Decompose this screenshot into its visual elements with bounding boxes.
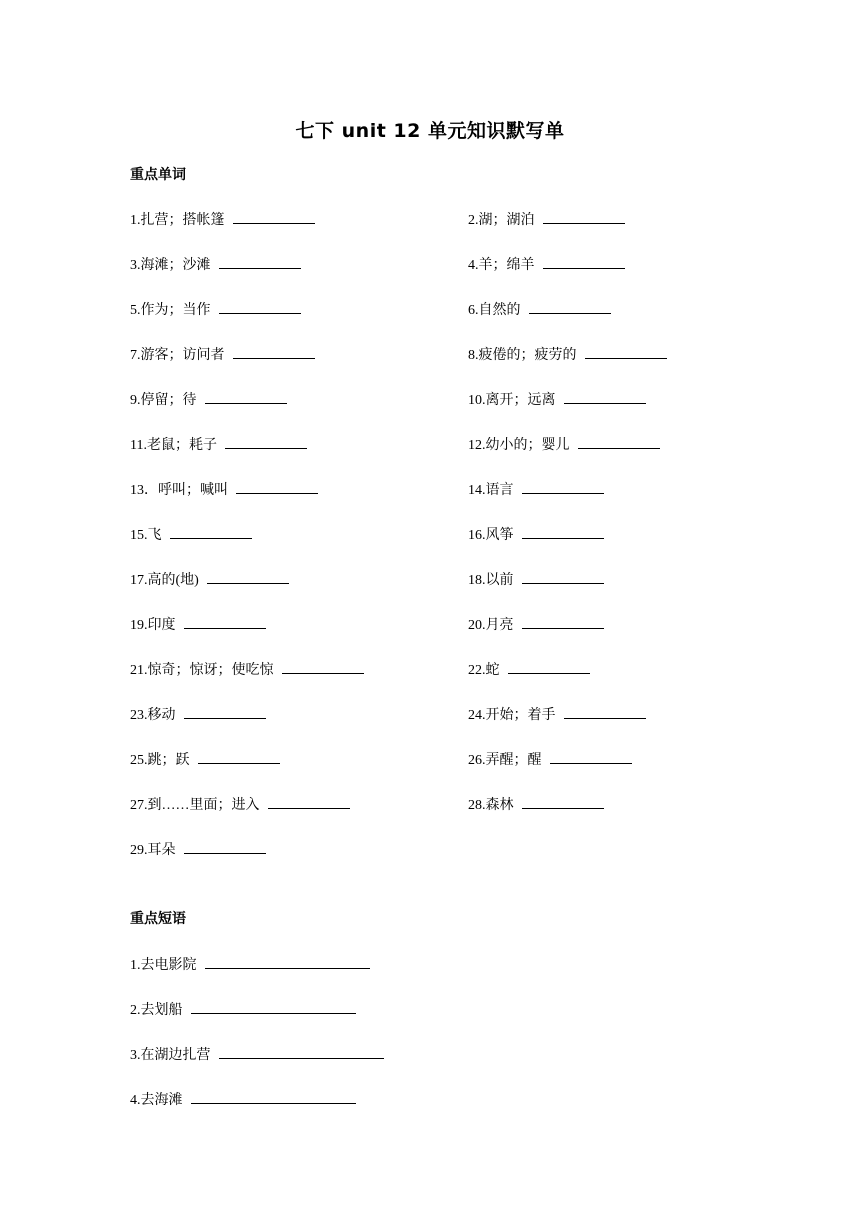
answer-blank[interactable]: [236, 479, 318, 494]
vocab-row: [130, 794, 750, 839]
answer-blank[interactable]: [564, 389, 646, 404]
vocab-item: 25.跳；跃: [130, 749, 280, 769]
vocab-item: 9.停留；待: [130, 389, 287, 409]
answer-blank[interactable]: [170, 524, 252, 539]
vocab-item: 24.开始；着手: [468, 704, 646, 724]
answer-blank[interactable]: [564, 704, 646, 719]
phrase-item: 4.去海滩: [130, 1089, 384, 1134]
vocab-row: [130, 209, 750, 254]
vocab-item: 28.森林: [468, 794, 604, 814]
vocab-item: 4.羊；绵羊: [468, 254, 625, 274]
vocab-item: 29.耳朵: [130, 839, 266, 859]
vocab-item: 8.疲倦的；疲劳的: [468, 344, 667, 364]
answer-blank[interactable]: [543, 209, 625, 224]
answer-blank[interactable]: [522, 569, 604, 584]
section-heading-words: 重点单词: [130, 167, 186, 183]
answer-blank[interactable]: [543, 254, 625, 269]
vocab-item: 5.作为；当作: [130, 299, 301, 319]
vocab-item: 27.到……里面；进入: [130, 794, 350, 814]
vocab-item: 15.飞: [130, 524, 252, 544]
answer-blank[interactable]: [233, 344, 315, 359]
vocab-row: [130, 299, 750, 344]
vocab-item: 2.湖；湖泊: [468, 209, 625, 229]
vocab-row: [130, 569, 750, 614]
answer-blank[interactable]: [268, 794, 350, 809]
answer-blank[interactable]: [198, 749, 280, 764]
vocab-row: [130, 659, 750, 704]
answer-blank[interactable]: [585, 344, 667, 359]
vocab-item: 7.游客；访问者: [130, 344, 315, 364]
phrase-item: 1.去电影院: [130, 954, 384, 999]
page-title: 七下 unit 12 单元知识默写单: [295, 120, 565, 142]
answer-blank[interactable]: [219, 254, 301, 269]
vocab-item: 3.海滩；沙滩: [130, 254, 301, 274]
vocab-row: [130, 479, 750, 524]
answer-blank[interactable]: [522, 614, 604, 629]
vocab-row: [130, 389, 750, 434]
vocab-item: 1.扎营；搭帐篷: [130, 209, 315, 229]
vocab-row: [130, 254, 750, 299]
vocab-item: 19.印度: [130, 614, 266, 634]
vocab-item: 12.幼小的；婴儿: [468, 434, 660, 454]
answer-blank[interactable]: [508, 659, 590, 674]
answer-blank[interactable]: [522, 794, 604, 809]
answer-blank[interactable]: [282, 659, 364, 674]
answer-blank[interactable]: [522, 479, 604, 494]
vocab-item: 16.风筝: [468, 524, 604, 544]
vocab-item: 17.高的(地): [130, 569, 289, 589]
vocab-row: [130, 524, 750, 569]
vocab-item: 13．呼叫；喊叫: [130, 479, 318, 499]
vocab-row: [130, 344, 750, 389]
vocab-row: [130, 434, 750, 479]
vocab-item: 6.自然的: [468, 299, 611, 319]
answer-blank[interactable]: [225, 434, 307, 449]
answer-blank[interactable]: [191, 1089, 356, 1104]
vocab-item: 23.移动: [130, 704, 266, 724]
answer-blank[interactable]: [219, 299, 301, 314]
section-heading-phrases: 重点短语: [130, 911, 186, 927]
vocab-item: 14.语言: [468, 479, 604, 499]
phrase-list: [130, 954, 384, 1134]
answer-blank[interactable]: [191, 999, 356, 1014]
vocab-row: [130, 614, 750, 659]
vocab-row: [130, 749, 750, 794]
vocab-item: 11.老鼠；耗子: [130, 434, 307, 454]
vocab-row: [130, 839, 750, 884]
answer-blank[interactable]: [184, 839, 266, 854]
vocab-grid: [130, 209, 750, 884]
vocab-item: 18.以前: [468, 569, 604, 589]
answer-blank[interactable]: [578, 434, 660, 449]
vocab-item: 22.蛇: [468, 659, 590, 679]
answer-blank[interactable]: [184, 614, 266, 629]
vocab-item: 10.离开；远离: [468, 389, 646, 409]
answer-blank[interactable]: [233, 209, 315, 224]
answer-blank[interactable]: [207, 569, 289, 584]
vocab-item: 20.月亮: [468, 614, 604, 634]
phrase-item: 2.去划船: [130, 999, 384, 1044]
vocab-item: 26.弄醒；醒: [468, 749, 632, 769]
answer-blank[interactable]: [550, 749, 632, 764]
answer-blank[interactable]: [522, 524, 604, 539]
phrase-item: 3.在湖边扎营: [130, 1044, 384, 1089]
answer-blank[interactable]: [219, 1044, 384, 1059]
answer-blank[interactable]: [205, 389, 287, 404]
vocab-item: 21.惊奇；惊讶；使吃惊: [130, 659, 364, 679]
answer-blank[interactable]: [184, 704, 266, 719]
vocab-row: [130, 704, 750, 749]
answer-blank[interactable]: [205, 954, 370, 969]
answer-blank[interactable]: [529, 299, 611, 314]
